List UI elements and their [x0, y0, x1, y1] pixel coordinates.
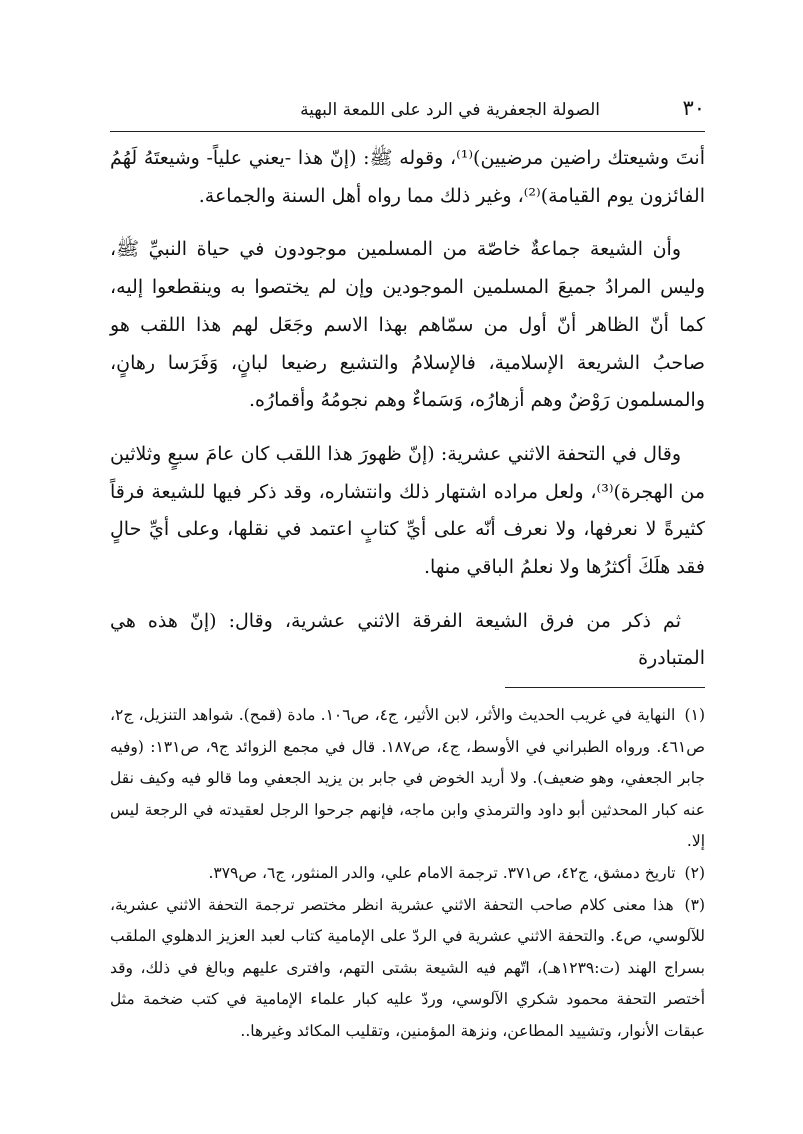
header-rule [110, 131, 705, 132]
page-header [110, 92, 705, 132]
paragraph: ثم ذكر من فرق الشيعة الفرقة الاثني عشرية، وقال: (إنّ هذه هي المتبادرة [110, 609, 705, 670]
footnote-text: هذا معنى كلام صاحب التحفة الاثني عشرية انظر مختصر ترجمة التحفة الاثني عشرية، للآلوسي، ص٤. والتحفة الاثني عشرية في الردّ على الإمامية كتاب لعبد العزيز الدهلوي الملقب بسراج الهند (ت:١٢٣٩هـ)، اتّهم فيه الشيعة بشتى التهم، وافترى عليهم وبالغ في ذلك، وقد أختصر التحفة محمود شكري الآلوسي، وردّ عليه كبار علماء الإمامية في كتب ضخمة مثل عبقات الأنوار، وتشييد المطاعن، ونزهة المؤمنين، وتقليب المكائد وغيرها.. [110, 895, 705, 1040]
footnote-number: (٣) [684, 895, 705, 914]
footnote [110, 700, 705, 858]
footnote-separator [505, 687, 705, 688]
footnotes [110, 700, 705, 1048]
page-number: ٣٠ [682, 96, 705, 120]
footnote-text: النهاية في غريب الحديث والأثر، لابن الأثير، ج٤، ص١٠٦. مادة (قمح). شواهد التنزيل، ج٢، ص٤٦١. ورواه الطبراني في الأوسط، ج٤، ص١٨٧. قال في مجمع الزوائد ج٩، ص١٣١: (وفيه جابر الجعفي، وهو ضعيف). ولا أريد الخوض في جابر بن يزيد الجعفي وما قالو فيه وكيف نقل عنه كبار المحدثين أبو داود والترمذي وابن ماجه، فإنهم جرحوا الرجل لعقيدته في الرجعة ليس إلا. [110, 706, 706, 851]
paragraph: أنتَ وشيعتك راضين مرضيين)⁽¹⁾، وقوله ﷺ: (إنّ هذا -يعني علياً- وشيعتَهُ لَهُمُ الفائزون يوم القيامة)⁽²⁾، وغير ذلك مما رواه أهل السنة والجماعة. [110, 147, 705, 207]
main-text [110, 140, 705, 694]
footnote [110, 890, 705, 1048]
paragraph: وأن الشيعة جماعةٌ خاصّة من المسلمين موجودون في حياة النبيِّ ﷺ، وليس المرادُ جميعَ المسلمين الموجودين وإن لم يختصوا به وينقطعوا إليه، كما أنّ الظاهر أنّ أول من سمّاهم بهذا الاسم وجَعَل لهم هذا اللقب هو صاحبُ الشريعة الإسلامية، فالإسلامُ والتشيع رضيعا لبانٍ، وَفَرَسا رهانٍ، والمسلمون رَوْضٌ وهم أزهارُه، وَسَماءٌ وهم نجومُهُ وأقمارُه. [110, 238, 705, 412]
paragraph: وقال في التحفة الاثني عشرية: (إنّ ظهورَ هذا اللقب كان عامَ سبعٍ وثلاثين من الهجرة)⁽³⁾، ولعل مراده اشتهار ذلك وانتشاره، وقد ذكر فيها للشيعة فرقاً كثيرةً لا نعرفها، ولا نعرف أنّه على أيِّ كتابٍ اعتمد في نقلها، وعلى أيِّ حالٍ فقد هلَكَ أكثرُها ولا نعلمُ الباقي منها. [110, 442, 705, 579]
running-title: الصولة الجعفرية في الرد على اللمعة البهية [300, 100, 600, 120]
footnote [110, 858, 705, 890]
footnote-number: (١) [684, 706, 705, 724]
footnote-number: (٢) [684, 863, 705, 882]
footnote-text: تاريخ دمشق، ج٤٢، ص٣٧١. ترجمة الامام علي، والدر المنثور، ج٦، ص٣٧٩. [208, 863, 676, 882]
